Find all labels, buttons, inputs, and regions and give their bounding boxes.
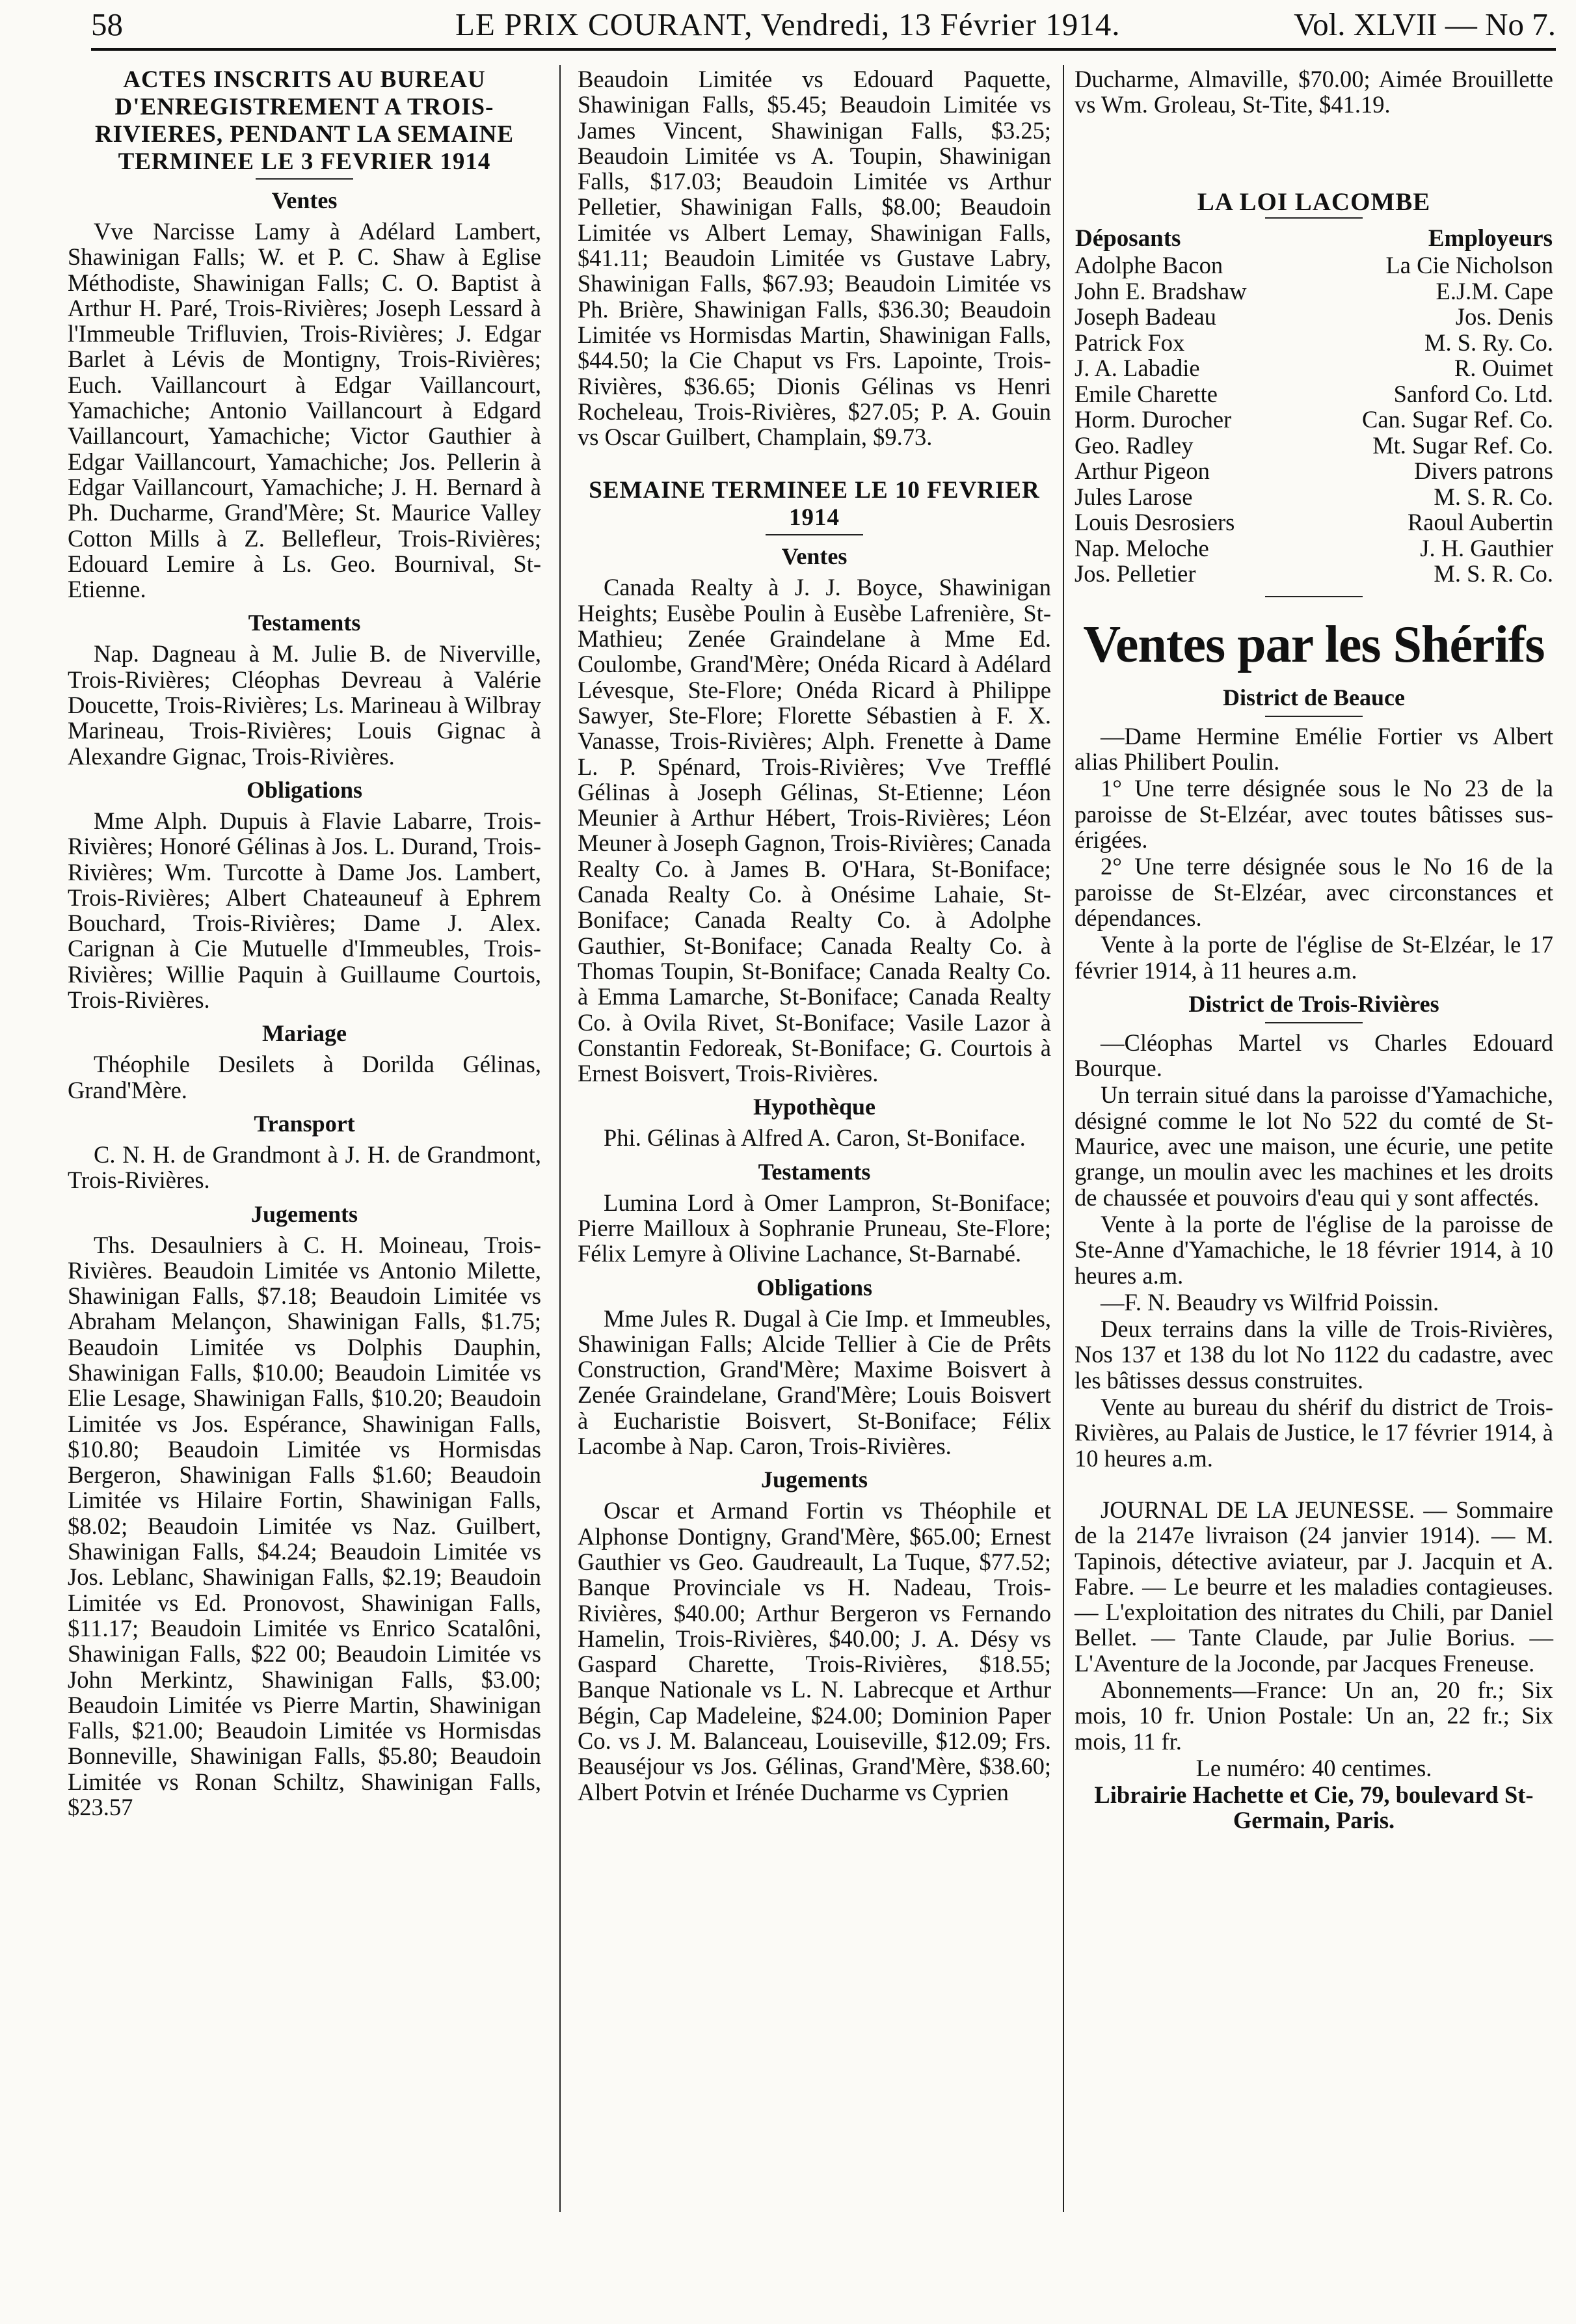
table-header: Déposants <box>1075 224 1181 252</box>
beauce-case: —Dame Hermine Emélie Fortier vs Albert alias Philibert Poulin. <box>1075 722 1553 776</box>
table-row <box>1075 484 1553 510</box>
table-row <box>1075 561 1553 587</box>
tr-case-2-text: Deux terrains dans la ville de Trois-Rivières, Nos 137 et 138 du lot No 1122 du cadastre, avec les bâtisses dessus construites. <box>1075 1316 1553 1394</box>
column-rule <box>559 65 561 2212</box>
section-heading: Hypothèque <box>753 1094 876 1120</box>
section-title: SEMAINE TERMINEE LE 10 FEVRIER 1914 <box>589 477 1040 532</box>
section-heading: Obligations <box>756 1274 873 1301</box>
tr-case-1: —Cléophas Martel vs Charles Edouard Bourque. <box>1075 1029 1553 1082</box>
journal-abonnements: Abonnements—France: Un an, 20 fr.; Six mois, 10 fr. Union Postale: Un an, 22 fr.; Six mois, 11 fr. <box>1075 1676 1553 1755</box>
employeur-cell: Mt. Sugar Ref. Co. <box>1372 431 1553 459</box>
section-heading: Jugements <box>761 1466 868 1493</box>
deposant-cell: Adolphe Bacon <box>1075 252 1223 279</box>
column-1 <box>68 66 541 1821</box>
divider <box>1265 596 1363 597</box>
divider <box>766 534 863 535</box>
tr-case-1-text: Un terrain situé dans la paroisse d'Yamachiche, désigné comme le lot No 522 du comté de St-Maurice, avec une maison, une écurie, une petite grange, un moulin avec les machines et les droits de chaussée et pouvoirs d'eau qui y sont affectés. <box>1075 1081 1553 1211</box>
table-row <box>1075 330 1553 356</box>
employeur-cell: Sanford Co. Ltd. <box>1393 380 1553 407</box>
section-heading: Testaments <box>248 610 361 636</box>
table-row <box>1075 535 1553 561</box>
employeur-cell: Can. Sugar Ref. Co. <box>1362 406 1553 433</box>
section-heading: Ventes <box>781 543 848 570</box>
section-heading: Jugements <box>251 1200 358 1227</box>
tr-case-1-sale: Vente à la porte de l'église de la paroisse de Ste-Anne d'Yamachiche, le 18 février 1914, à 10 heures a.m. <box>1075 1210 1553 1289</box>
deposant-cell: Arthur Pigeon <box>1075 457 1210 485</box>
jugements-text: Oscar et Armand Fortin vs Théophile et Alphonse Dontigny, Grand'Mère, $65.00; Ernest Gauthier vs Geo. Gaudreault, La Tuque, $77.52; Banque Provinciale vs H. Nadeau, Trois-Rivières, $40.00; Arthur Bergeron vs Fernando Hamelin, Trois-Rivières, $40.00; J. A. Désy vs Gaspard Charette, Trois-Rivières, $18.55; Banque Nationale vs L. N. Labrecque et Arthur Bégin, Cap Madeleine, $24.00; Dominion Paper Co. vs J. M. Balanceau, Louiseville, $12.09; Frs. Beauséjour vs Jos. Gélinas, Grand'Mère, $38.60; Albert Potvin et Irénée Ducharme vs Cyprien <box>578 1497 1051 1805</box>
hypotheque-text: Phi. Gélinas à Alfred A. Caron, St-Boniface. <box>604 1124 1026 1152</box>
deposant-cell: J. A. Labadie <box>1075 355 1200 382</box>
page-header <box>91 1 1556 51</box>
jugements-continued-text: Ducharme, Almaville, $70.00; Aimée Brouillette vs Wm. Groleau, St-Tite, $41.19. <box>1075 66 1553 118</box>
tr-case-2: —F. N. Beaudry vs Wilfrid Poissin. <box>1101 1288 1439 1316</box>
jugements-continued-text: Beaudoin Limitée vs Edouard Paquette, Shawinigan Falls, $5.45; Beaudoin Limitée vs James Vincent, Shawinigan Falls, $3.25; Beaudoin Limitée vs A. Toupin, Shawinigan Falls, $17.03; Beaudoin Limitée vs Arthur Pelletier, Shawinigan Falls, $8.00; Beaudoin Limitée vs Albert Lemay, Shawinigan Falls, $41.11; Beaudoin Limitée vs Gustave Labry, Shawinigan Falls, $67.93; Beaudoin Limitée vs Ph. Brière, Shawinigan Falls, $36.30; Beaudoin Limitée vs Hormisdas Martin, Shawinigan Falls, $44.50; la Cie Chaput vs Frs. Lapointe, Trois-Rivières, $36.65; Dionis Gélinas vs Henri Rocheleau, Trois-Rivières, $27.05; P. A. Gouin vs Oscar Guilbert, Champlain, $9.73. <box>578 66 1051 451</box>
tr-case-2-sale: Vente au bureau du shérif du district de Trois-Rivières, au Palais de Justice, le 17 février 1914, à 10 heures a.m. <box>1075 1394 1553 1472</box>
employeur-cell: M. S. R. Co. <box>1434 560 1553 588</box>
table-row <box>1075 304 1553 330</box>
employeur-cell: J. H. Gauthier <box>1420 534 1553 561</box>
ventes-text: Canada Realty à J. J. Boyce, Shawinigan Heights; Eusèbe Poulin à Eusèbe Lafrenière, St-Mathieu; Zenée Graindelane à Mme Ed. Coulombe, Grand'Mère; Onéda Ricard à Adélard Lévesque, Ste-Flore; Onéda Ricard à Philippe Sawyer, Ste-Flore; Florette Sébastien à F. X. Vanasse, Trois-Rivières; Alph. Frenette à Dame L. P. Spénard, Trois-Rivières; Vve Trefflé Gélinas à Joseph Gélinas, St-Etienne; Léon Meunier à Arthur Hébert, Trois-Rivières; Léon Meuner à Joseph Gagnon, Trois-Rivières; Canada Realty Co. à James B. O'Hara, St-Boniface; Canada Realty Co. à Onésime Lahaie, St-Boniface; Canada Realty Co. à Adolphe Gauthier, St-Boniface; Canada Realty Co. à Thomas Toupin, St-Boniface; Canada Realty Co. à Emma Lamarche, St-Boniface; Canada Realty Co. à Ovila Rivet, St-Boniface; Vasile Lazor à Constantin Fedoreak, St-Boniface; G. Courtois à Ernest Boisvert, Trois-Rivières. <box>578 574 1051 1087</box>
employeur-cell: La Cie Nicholson <box>1385 252 1553 279</box>
table-row <box>1075 355 1553 381</box>
divider <box>1265 1022 1363 1023</box>
employeur-cell: M. S. R. Co. <box>1434 483 1553 510</box>
deposant-cell: Joseph Badeau <box>1075 303 1216 331</box>
ventes-text: Vve Narcisse Lamy à Adélard Lambert, Shawinigan Falls; W. et P. C. Shaw à Eglise Méthodiste, Shawinigan Falls; C. O. Baptist à Arthur H. Paré, Trois-Rivières; Joseph Lessard à l'Immeuble Trifluvien, Trois-Rivières; J. Edgar Barlet à Lévis de Montigny, Trois-Rivières; Euch. Vaillancourt à Edgar Vaillancourt, Yamachiche; Antonio Vaillancourt à Edgard Vaillancourt, Yamachiche; Victor Gauthier à Edgar Vaillancourt, Yamachiche; Jos. Pellerin à Edgar Vaillancourt, Yamachiche; J. H. Bernard à Ph. Ducharme, Grand'Mère; St. Maurice Valley Cotton Mills à Z. Bellefleur, Trois-Rivières; Edouard Lemire à Ls. Geo. Bournival, St-Etienne. <box>68 218 541 603</box>
journal-text: JOURNAL DE LA JEUNESSE. — Sommaire de la 2147e livraison (24 janvier 1914). — M. Tapinois, détective aviateur, par J. Jacquin et A. Fabre. — Le beurre et les maladies contagieuses. — L'exploitation des nitrates du Chili, par Daniel Bellet. — Tante Claude, par Julie Borius. — L'Aventure de la Joconde, par Jacques Freneuse. <box>1075 1496 1553 1677</box>
deposant-cell: Geo. Radley <box>1075 431 1194 459</box>
deposant-cell: John E. Bradshaw <box>1075 277 1247 304</box>
section-heading: Ventes <box>271 187 338 213</box>
deposant-cell: Horm. Durocher <box>1075 406 1232 433</box>
column-3 <box>1075 66 1553 1835</box>
volume-number: Vol. XLVII — No 7. <box>1294 7 1556 42</box>
deposant-cell: Emile Charette <box>1075 380 1218 407</box>
divider <box>1265 217 1363 219</box>
section-title: ACTES INSCRITS AU BUREAU D'ENREGISTREMENT A TROIS-RIVIERES, PENDANT LA SEMAINE TERMINEE LE 3 FEVRIER 1914 <box>94 66 514 175</box>
section-heading: Transport <box>254 1110 355 1137</box>
page-number: 58 <box>91 7 123 42</box>
section-heading: Mariage <box>262 1020 347 1047</box>
sherifs-title: Ventes par les Shérifs <box>1083 615 1545 673</box>
obligations-text: Mme Jules R. Dugal à Cie Imp. et Immeubles, Shawinigan Falls; Alcide Tellier à Cie de Prêts Construction, Grand'Mère; Maxime Boisvert à Zenée Graindelane, Grand'Mère; Louis Boisvert à Eucharistie Boisvert, St-Boniface; Félix Lacombe à Nap. Caron, Trois-Rivières. <box>578 1304 1051 1460</box>
employeur-cell: Raoul Aubertin <box>1407 509 1553 536</box>
divider <box>256 178 353 180</box>
beauce-item-2: 2° Une terre désignée sous le No 16 de la paroisse de St-Elzéar, avec circonstances et dépendances. <box>1075 853 1553 931</box>
employeur-cell: Divers patrons <box>1414 457 1553 485</box>
section-heading: District de Trois-Rivières <box>1188 990 1439 1017</box>
table-header: Employeurs <box>1428 224 1553 252</box>
deposant-cell: Louis Desrosiers <box>1075 509 1235 536</box>
employeur-cell: E.J.M. Cape <box>1436 277 1553 304</box>
transport-text: C. N. H. de Grandmont à J. H. de Grandmont, Trois-Rivières. <box>68 1141 541 1194</box>
deposant-cell: Patrick Fox <box>1075 329 1185 356</box>
journal-numero: Le numéro: 40 centimes. <box>1195 1754 1432 1781</box>
beauce-sale: Vente à la porte de l'église de St-Elzéar, le 17 février 1914, à 11 heures a.m. <box>1075 931 1553 984</box>
journal-librairie: Librairie Hachette et Cie, 79, boulevard St-Germain, Paris. <box>1094 1781 1534 1834</box>
beauce-item-1: 1° Une terre désignée sous le No 23 de la paroisse de St-Elzéar, avec toutes bâtisses sus-érigées. <box>1075 775 1553 854</box>
deposant-cell: Nap. Meloche <box>1075 534 1209 561</box>
obligations-text: Mme Alph. Dupuis à Flavie Labarre, Trois-Rivières; Honoré Gélinas à Jos. L. Durand, Trois-Rivières; Wm. Turcotte à Dame Jos. Lambert, Trois-Rivières; Albert Chateauneuf à Ephrem Bouchard, Trois-Rivières; Dame J. Alex. Carignan à Cie Mutuelle d'Immeubles, Trois-Rivières; Willie Paquin à Guillaume Courtois, Trois-Rivières. <box>68 807 541 1014</box>
table-row <box>1075 381 1553 407</box>
table-row <box>1075 252 1553 278</box>
jugements-text: Ths. Desaulniers à C. H. Moineau, Trois-Rivières. Beaudoin Limitée vs Antonio Milette, Shawinigan Falls, $7.18; Beaudoin Limitée vs Abraham Melançon, Shawinigan Falls, $1.75; Beaudoin Limitée vs Dolphis Dauphin, Shawinigan Falls, $10.00; Beaudoin Limitée vs Elie Lesage, Shawinigan Falls, $10.20; Beaudoin Limitée vs Jos. Espérance, Shawinigan Falls, $10.80; Beaudoin Limitée vs Hormisdas Bergeron, Shawinigan Falls $1.60; Beaudoin Limitée vs Hilaire Fortin, Shawinigan Falls, $8.02; Beaudoin Limitée vs Naz. Guilbert, Shawinigan Falls, $4.24; Beaudoin Limitée vs Jos. Leblanc, Shawinigan Falls, $2.19; Beaudoin Limitée vs Ed. Pronovost, Shawinigan Falls, $11.17; Beaudoin Limitée vs Enrico Scatalôni, Shawinigan Falls, $22 00; Beaudoin Limitée vs John Merkintz, Shawinigan Falls, $3.00; Beaudoin Limitée vs Pierre Martin, Shawinigan Falls, $21.00; Beaudoin Limitée vs Hormisdas Bonneville, Shawinigan Falls, $5.80; Beaudoin Limitée vs Ronan Schiltz, Shawinigan Falls, $23.57 <box>68 1231 541 1821</box>
table-row <box>1075 509 1553 535</box>
table-row <box>1075 458 1553 484</box>
table-row <box>1075 433 1553 459</box>
employeur-cell: R. Ouimet <box>1454 355 1553 382</box>
section-heading: Obligations <box>246 776 363 803</box>
column-rule <box>1063 65 1064 2212</box>
lacombe-title: LA LOI LACOMBE <box>1197 187 1431 216</box>
section-heading: District de Beauce <box>1223 684 1405 710</box>
testaments-text: Lumina Lord à Omer Lampron, St-Boniface; Pierre Mailloux à Sophranie Pruneau, Ste-Flore; Félix Lemyre à Olivine Lachance, St-Barnabé. <box>578 1189 1051 1267</box>
deposant-cell: Jos. Pelletier <box>1075 560 1196 588</box>
deposant-cell: Jules Larose <box>1075 483 1193 510</box>
table-row <box>1075 278 1553 304</box>
employeur-cell: Jos. Denis <box>1455 303 1553 331</box>
lacombe-table <box>1075 225 1553 587</box>
newspaper-title: LE PRIX COURANT, Vendredi, 13 Février 1914. <box>455 7 1121 42</box>
divider <box>1265 716 1363 717</box>
testaments-text: Nap. Dagneau à M. Julie B. de Niverville, Trois-Rivières; Cléophas Devreau à Valérie Doucette, Trois-Rivières; Ls. Marineau à Wilbray Marineau, Trois-Rivières; Louis Gignac à Alexandre Gignac, Trois-Rivières. <box>68 640 541 770</box>
mariage-text: Théophile Desilets à Dorilda Gélinas, Grand'Mère. <box>68 1051 541 1103</box>
employeur-cell: M. S. Ry. Co. <box>1424 329 1553 356</box>
table-row <box>1075 407 1553 433</box>
section-heading: Testaments <box>758 1158 871 1185</box>
column-2 <box>578 66 1051 1806</box>
